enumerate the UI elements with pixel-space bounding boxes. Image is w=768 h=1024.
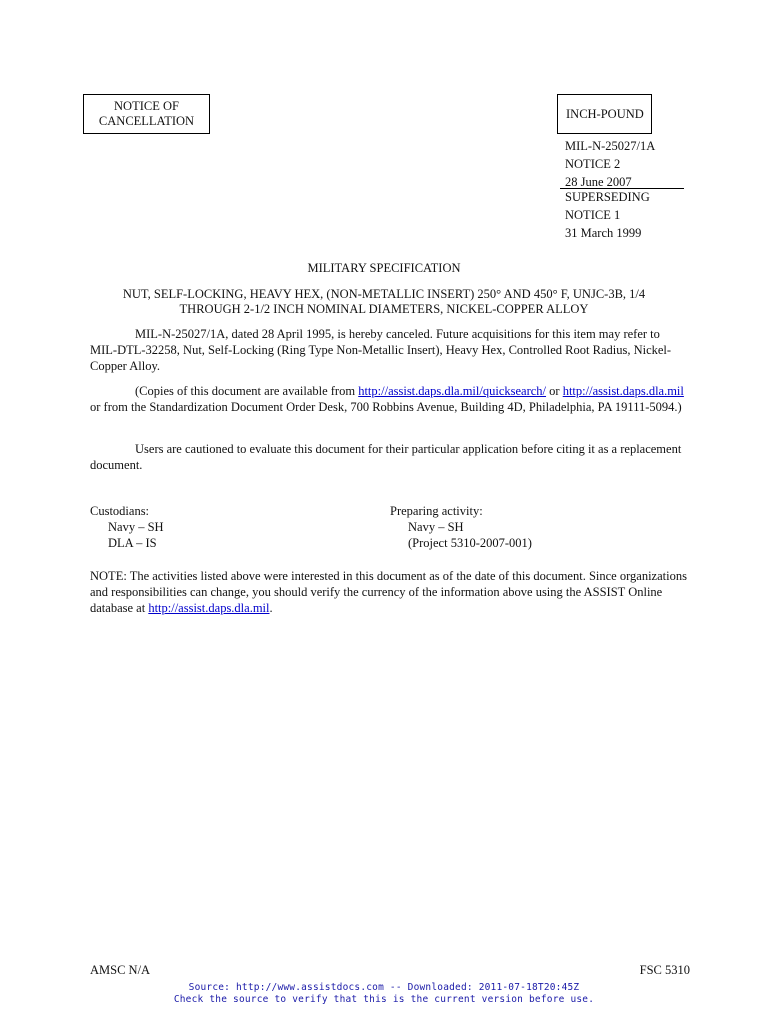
cancellation-paragraph: MIL-N-25027/1A, dated 28 April 1995, is hereby canceled. Future acquisitions for this item may refer to MIL-DTL-32258, Nut, Self-Locking (Ring Type Non-Metallic Insert), Heavy Hex, Controlled Root Radius, Nickel-Copper Alloy. xyxy=(90,327,672,373)
note-paragraph xyxy=(90,568,690,616)
assist-online-link[interactable]: http://assist.daps.dla.mil xyxy=(148,601,270,615)
notice-of-cancellation-box xyxy=(83,94,210,134)
source-line-1: Source: http://www.assistdocs.com -- Downloaded: 2011-07-18T20:45Z xyxy=(188,982,580,993)
note-text: NOTE: The activities listed above were interested in this document as of the date of this document. Since organizations and responsibilities can change, you should verify the currency of the information above using the ASSIST Online database at xyxy=(90,569,687,615)
fsc-label: FSC 5310 xyxy=(639,963,690,977)
copies-text-start: (Copies of this document are available from xyxy=(135,384,359,398)
assist-link[interactable]: http://assist.daps.dla.mil xyxy=(562,384,684,398)
custodian-dla: DLA – IS xyxy=(108,536,157,550)
preparing-activity-block xyxy=(390,503,690,551)
inch-pound-box xyxy=(557,94,652,134)
copies-text-or: or xyxy=(546,384,560,398)
superseding-block xyxy=(565,188,690,242)
superseded-notice: NOTICE 1 xyxy=(565,208,621,222)
superseded-date: 31 March 1999 xyxy=(565,226,642,240)
custodians-block xyxy=(90,503,340,551)
custodians-label: Custodians: xyxy=(90,504,150,518)
copies-paragraph xyxy=(90,383,690,415)
title-line-1: NUT, SELF-LOCKING, HEAVY HEX, (NON-METALLIC INSERT) 250° AND 450° F, UNJC-3B, 1/4 xyxy=(122,287,646,301)
source-line-2: Check the source to verify that this is the current version before use. xyxy=(173,994,595,1005)
quicksearch-link[interactable]: http://assist.daps.dla.mil/quicksearch/ xyxy=(358,384,547,398)
note-end: . xyxy=(269,601,273,615)
custodian-navy: Navy – SH xyxy=(108,520,164,534)
superseding-label: SUPERSEDING xyxy=(565,190,650,204)
spec-identification-block xyxy=(565,137,690,191)
source-footer xyxy=(0,982,768,1006)
notice-number: NOTICE 2 xyxy=(565,157,621,171)
preparing-activity-label: Preparing activity: xyxy=(390,504,483,518)
spec-number: MIL-N-25027/1A xyxy=(565,139,656,153)
notice-box-line-2: CANCELLATION xyxy=(98,114,195,128)
notice-box-line-1: NOTICE OF xyxy=(114,99,179,113)
title-line-2: THROUGH 2-1/2 INCH NOMINAL DIAMETERS, NICKEL-COPPER ALLOY xyxy=(179,302,589,316)
copies-text-end: or from the Standardization Document Order Desk, 700 Robbins Avenue, Building 4D, Philadelphia, PA 19111-5094.) xyxy=(90,400,682,414)
document-heading: MILITARY SPECIFICATION xyxy=(307,261,461,275)
caution-paragraph: Users are cautioned to evaluate this document for their particular application before citing it as a replacement document. xyxy=(90,442,682,472)
project-number: (Project 5310-2007-001) xyxy=(408,536,532,550)
notice-date: 28 June 2007 xyxy=(565,175,632,189)
preparing-activity-navy: Navy – SH xyxy=(408,520,464,534)
amsc-label: AMSC N/A xyxy=(90,963,151,977)
inch-pound-label: INCH-POUND xyxy=(566,107,644,121)
